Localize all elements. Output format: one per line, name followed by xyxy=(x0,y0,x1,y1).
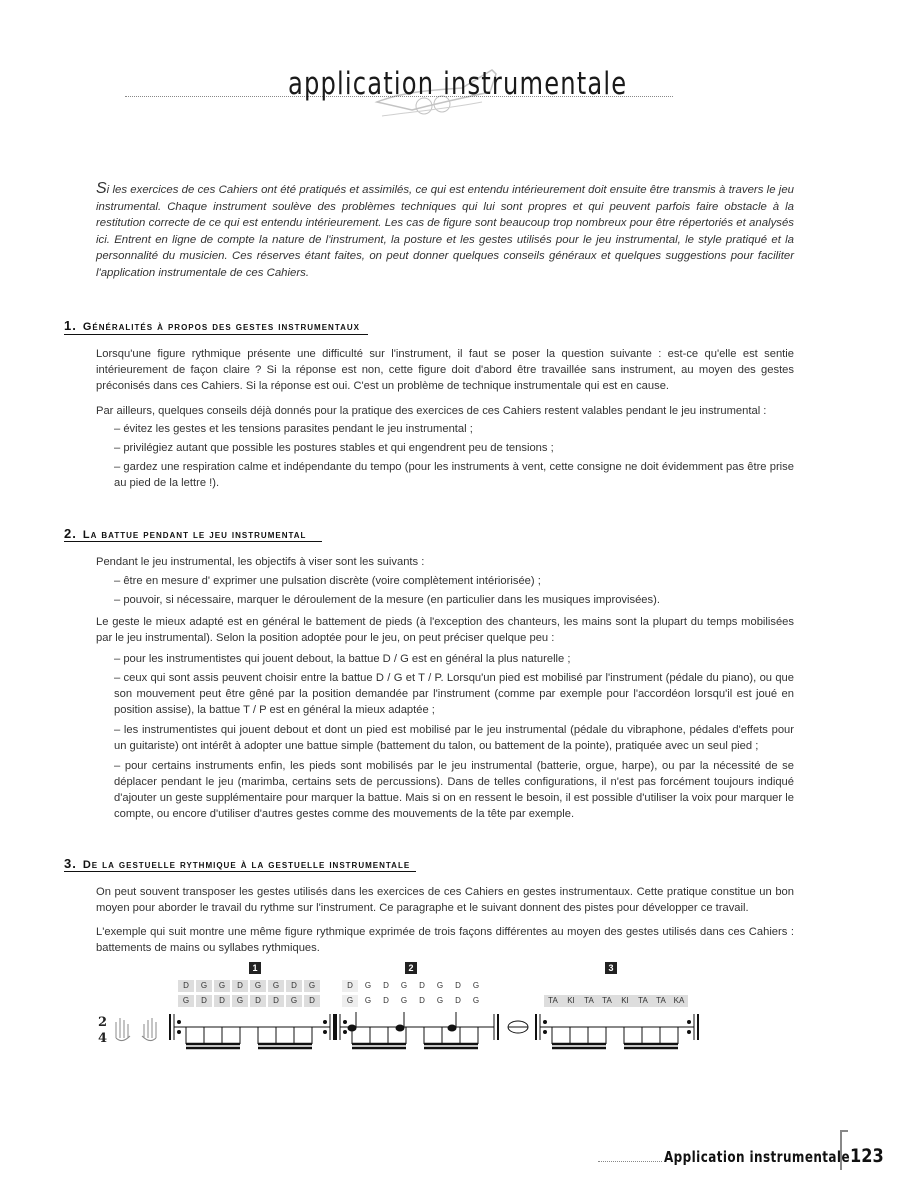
section-1-paragraph-1: Lorsqu'une figure rythmique présente une difficulté sur l'instrument, il faut se poser la question suivante : est-ce qu'elle est sentie intérieurement de façon claire ? Si la réponse est non, cette figure doit d'abord être travaillée sans instrument, au moyen des gestes préconisés dans ces Cahiers. Si la réponse est oui. C'est un problème de technique instrumentale qui est en cause. xyxy=(96,348,794,392)
example-label-1: 1 xyxy=(249,962,261,974)
section-2-heading xyxy=(64,526,306,541)
ex2-top-syllable: D xyxy=(342,980,358,992)
ex1-top-syllable: G xyxy=(196,980,212,992)
section-2-bullet-3: – pour les instrumentistes qui jouent debout, la battue D / G est en général la plus naturelle ; xyxy=(114,653,571,665)
ex1-top-syllable: G xyxy=(250,980,266,992)
example-label-2: 2 xyxy=(405,962,417,974)
example-label-3: 3 xyxy=(605,962,617,974)
ex2-top-syllable: D xyxy=(450,980,466,992)
ex2-top-syllable: G xyxy=(360,980,376,992)
intro-paragraph xyxy=(96,181,794,281)
staff-bar-1 xyxy=(170,1014,334,1048)
section-1-underline xyxy=(64,334,368,335)
footer-rule xyxy=(598,1161,662,1162)
section-2-title: La battue pendant le jeu instrumental xyxy=(82,529,307,541)
ex1-bottom-syllable: D xyxy=(196,995,212,1007)
section-1-bullet-3: – gardez une respiration calme et indépendante du tempo (pour les instruments à vent, cette consigne ne doit évidemment pas être prise au pied de la lettre !). xyxy=(114,461,794,489)
ex3-syllable: TA xyxy=(580,995,598,1007)
ex3-syllable: TA xyxy=(634,995,652,1007)
staff-bar-2 xyxy=(336,1012,498,1048)
intro-text: i les exercices de ces Cahiers ont été pratiqués et assimilés, ce qui est entendu intérieurement doit ensuite être transmis à travers le jeu instrumental. Chaque instrument soulève des problèmes techniques qui lui sont propres et qui peuvent parfois faire obstacle à la restitution correcte de ce qui est entendu intérieurement. Les cas de figure sont beaucoup trop nombreux pour être répertoriés et analysés ici. Entrent en ligne de compte la nature de l'instrument, la posture et les gestes utilisés pour le jeu instrumental, le style pratiqué et la personnalité du musicien. Ces réserves étant faites, on peut donner quelques conseils généraux et quelques suggestions pour faciliter l'application instrumentale de ces Cahiers. xyxy=(96,184,794,279)
section-2-bullet-5: – les instrumentistes qui jouent debout et dont un pied est mobilisé par le jeu instrumental (pédale du vibraphone, pédales d'effets pour un guitariste) ont intérêt à adopter une battue simple (battement du talon, ou battement de la pointe), pratiquée avec un seul pied ; xyxy=(114,724,794,752)
ex2-top-syllable: G xyxy=(396,980,412,992)
section-1-paragraph-2: Par ailleurs, quelques conseils déjà donnés pour la pratique des exercices de ces Cahiers restent valables pendant le jeu instrumental : xyxy=(96,405,767,417)
ex1-bottom-syllable: G xyxy=(178,995,194,1007)
section-2-paragraph-1: Pendant le jeu instrumental, les objectifs à viser sont les suivants : xyxy=(96,556,425,568)
ex3-syllable: KA xyxy=(670,995,688,1007)
section-2-underline xyxy=(64,541,322,542)
ex3-syllable: TA xyxy=(598,995,616,1007)
hands-icon xyxy=(116,1018,156,1041)
section-1-bullet-2: – privilégiez autant que possible les postures stables et qui engendrent peu de tensions ; xyxy=(114,442,554,454)
section-2-paragraph-2: Le geste le mieux adapté est en général le battement de pieds (à l'exception des chanteurs, les mains sont la plupart du temps mobilisées par le jeu instrumental). Selon la position adoptée pour le jeu, on peut préciser quelque peu : xyxy=(96,616,794,644)
section-1-number: 1. xyxy=(64,318,77,333)
ex2-top-syllable: G xyxy=(468,980,484,992)
ex1-top-syllable: D xyxy=(232,980,248,992)
section-2-bullet-1: – être en mesure d' exprimer une pulsation discrète (voire complètement intériorisée) ; xyxy=(114,575,541,587)
ex1-top-syllable: D xyxy=(178,980,194,992)
ex2-bottom-syllable: D xyxy=(414,995,430,1007)
ex2-bottom-syllable: G xyxy=(396,995,412,1007)
section-2-bullet-4: – ceux qui sont assis peuvent choisir entre la battue D / G et T / P. Lorsqu'un pied est mobilisé par l'instrument (pédale du piano), ou que son mouvement peut être gêné par la position demandée par l'instrument (comme par exemple pour l'accordéon lorsqu'il est joué en position assise), la battue T / P est en général la mieux adaptée ; xyxy=(114,672,794,716)
footer-title: Application instrumentale xyxy=(664,1148,850,1166)
section-2-bullet-2: – pouvoir, si nécessaire, marquer le déroulement de la mesure (en particulier dans les musiques improvisées). xyxy=(114,594,660,606)
ex2-bottom-syllable: G xyxy=(342,995,358,1007)
ex2-bottom-syllable: G xyxy=(360,995,376,1007)
footer-separator xyxy=(840,1130,848,1170)
section-3-number: 3. xyxy=(64,856,77,871)
ex2-top-syllable: G xyxy=(432,980,448,992)
ex2-bottom-syllable: D xyxy=(450,995,466,1007)
section-3-heading xyxy=(64,856,410,871)
ex1-top-syllable: G xyxy=(304,980,320,992)
section-2-number: 2. xyxy=(64,526,77,541)
ex1-bottom-syllable: D xyxy=(304,995,320,1007)
ex1-bottom-syllable: D xyxy=(214,995,230,1007)
ex2-bottom-syllable: G xyxy=(468,995,484,1007)
ex2-bottom-syllable: D xyxy=(378,995,394,1007)
ex2-top-syllable: D xyxy=(414,980,430,992)
ex1-bottom-syllable: D xyxy=(250,995,266,1007)
ex1-top-syllable: G xyxy=(214,980,230,992)
ex3-syllable: TA xyxy=(652,995,670,1007)
section-1-title: Généralités à propos des gestes instrumentaux xyxy=(82,321,361,333)
staff-bar-3 xyxy=(536,1014,698,1048)
ex3-syllable: TA xyxy=(544,995,562,1007)
section-3-title: De la gestuelle rythmique à la gestuelle instrumentale xyxy=(82,859,411,871)
page-title: application instrumentale xyxy=(288,66,628,102)
ex1-top-syllable: G xyxy=(268,980,284,992)
ex3-syllable: KI xyxy=(562,995,580,1007)
section-2-bullet-6: – pour certains instruments enfin, les pieds sont mobilisés par le jeu instrumental (batterie, orgue, harpe), ou par la nécessité de se déplacer pendant le jeu (marimba, certains sets de percussions). Dans de telles configurations, il n'est pas forcément toujours indiqué d'ajouter un geste supplémentaire pour marquer la battue. Mais si on en ressent le besoin, il est possible d'utiliser la voix pour marquer le compte, ou encore d'utiliser d'autres gestes comme des mouvements de la tête par exemple. xyxy=(114,760,794,820)
mouth-icon xyxy=(508,1021,528,1033)
section-1-heading xyxy=(64,318,360,333)
ex3-syllable: KI xyxy=(616,995,634,1007)
section-3-paragraph-1: On peut souvent transposer les gestes utilisés dans les exercices de ces Cahiers en gestes instrumentaux. Cette pratique constitue un bon moyen pour aborder le travail du rythme sur l'instrument. Ce paragraphe et le suivant donnent des pistes pour développer ce travail. xyxy=(96,886,794,914)
section-1-bullet-1: – évitez les gestes et les tensions parasites pendant le jeu instrumental ; xyxy=(114,423,473,435)
ex1-bottom-syllable: G xyxy=(286,995,302,1007)
time-signature-bottom: 4 xyxy=(98,1031,108,1046)
ex1-top-syllable: D xyxy=(286,980,302,992)
ex1-bottom-syllable: D xyxy=(268,995,284,1007)
section-3-paragraph-2: L'exemple qui suit montre une même figure rythmique exprimée de trois façons différentes au moyen des gestes utilisés dans ces Cahiers : battements de mains ou syllabes rythmiques. xyxy=(96,926,794,954)
ex1-bottom-syllable: G xyxy=(232,995,248,1007)
section-3-underline xyxy=(64,871,416,872)
intro-dropcap: S xyxy=(96,180,107,197)
ex2-bottom-syllable: G xyxy=(432,995,448,1007)
page-number: 123 xyxy=(850,1145,884,1167)
time-signature-top: 2 xyxy=(98,1015,108,1030)
rhythm-staff xyxy=(90,1008,710,1056)
ex2-top-syllable: D xyxy=(378,980,394,992)
